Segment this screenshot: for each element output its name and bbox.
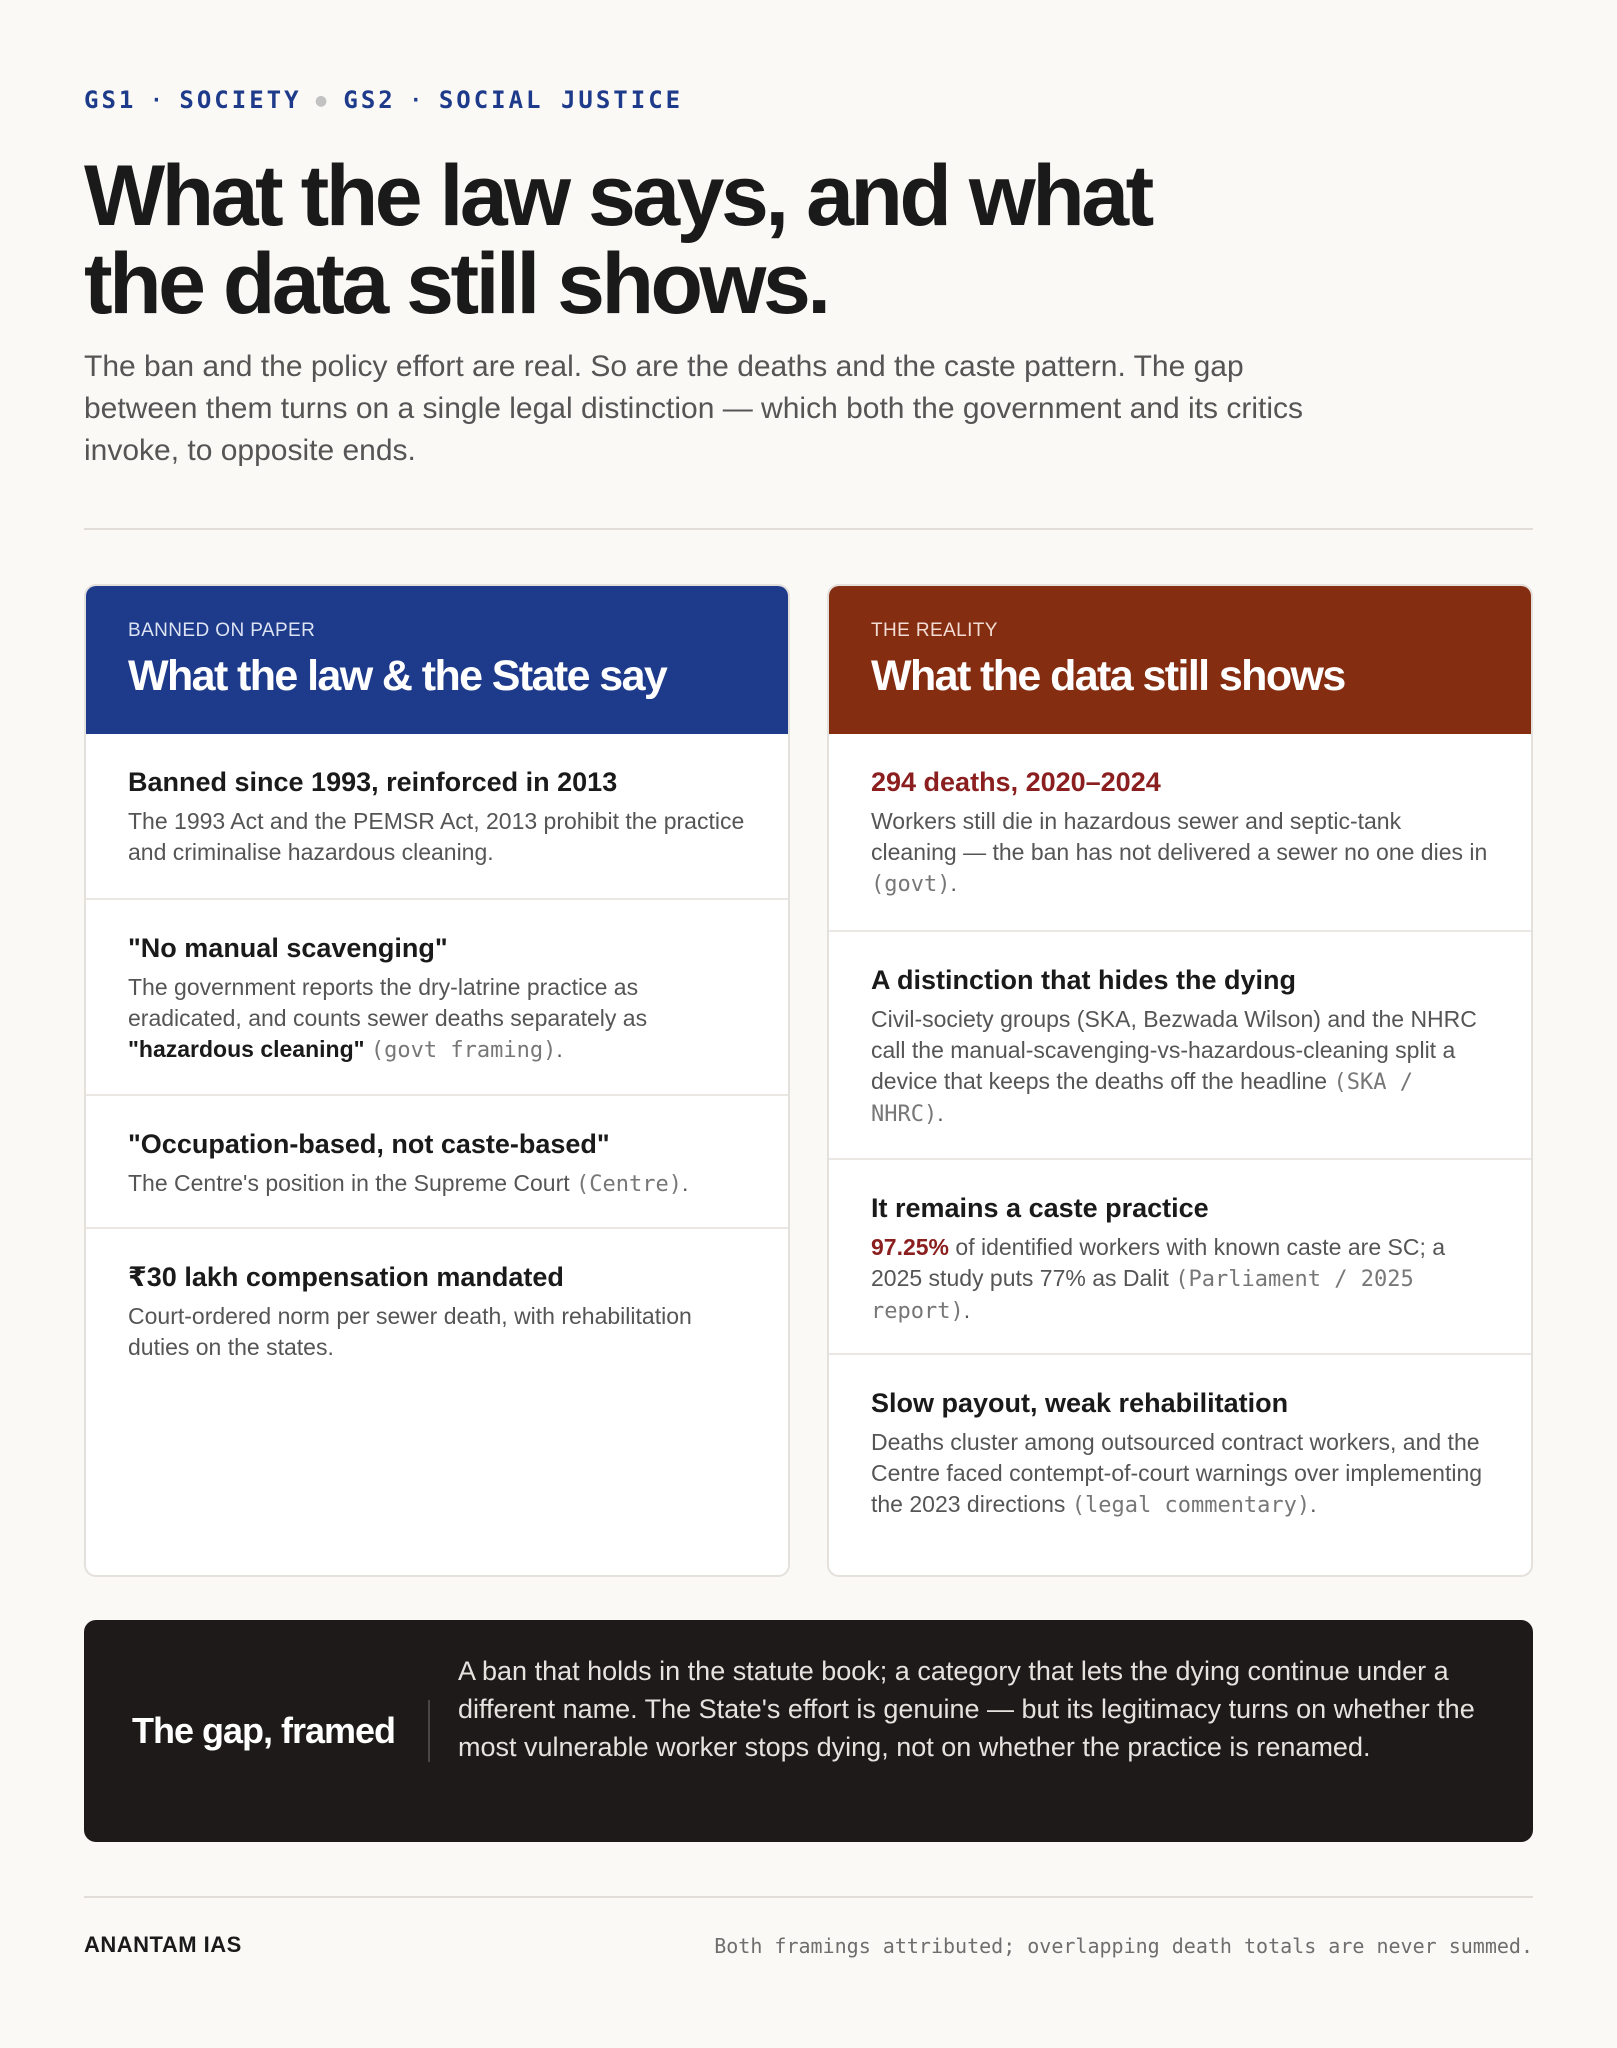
tag-separator-bullet: ●: [315, 89, 330, 111]
item-body-text: Deaths cluster among outsourced contract workers, and the Centre faced contempt-of-court warnings over implementing the 2023 directions: [871, 1429, 1483, 1517]
reality-item-payout: [829, 1353, 1531, 1575]
tag-society: SOCIETY: [179, 86, 302, 114]
item-body: [128, 972, 748, 1066]
page-subtitle: The ban and the policy effort are real. So are the deaths and the caste pattern. The gap between them turns on a single legal distinction — which both the government and its critics invoke, to opposite ends.: [84, 350, 1303, 467]
item-body: [128, 1168, 748, 1200]
item-tail: .: [950, 870, 957, 896]
item-title: A distinction that hides the dying: [871, 965, 1296, 995]
item-source: (govt framing): [370, 1038, 557, 1063]
item-body-text: of identified workers with known caste are SC; a 2025 study puts 77% as Dalit: [871, 1234, 1446, 1291]
item-body: The 1993 Act and the PEMSR Act, 2013 prohibit the practice and criminalise hazardous cleaning.: [128, 808, 745, 865]
title-line-1: What the law says, and what: [84, 148, 1151, 244]
tag-separator-dot: ·: [150, 88, 166, 112]
law-item-no-scavenging: [86, 898, 788, 1094]
item-source: (Parliament / 2025 report): [871, 1267, 1414, 1324]
item-body: [871, 806, 1491, 900]
item-body: [871, 1232, 1491, 1327]
item-body-emphasis: "hazardous cleaning": [128, 1036, 365, 1062]
item-body-text: Workers still die in hazardous sewer and septic-tank cleaning — the ban has not delivered a sewer no one dies in: [871, 808, 1488, 865]
item-title: "Occupation-based, not caste-based": [128, 1129, 610, 1159]
item-title: Slow payout, weak rehabilitation: [871, 1388, 1289, 1418]
law-panel-kicker: BANNED ON PAPER: [128, 620, 316, 641]
item-source: (Centre): [576, 1172, 682, 1197]
tag-social-justice: SOCIAL JUSTICE: [438, 86, 684, 114]
divider: [84, 528, 1533, 530]
item-highlight-stat: 97.25%: [871, 1234, 950, 1260]
gap-label: The gap, framed: [132, 1710, 396, 1751]
reality-panel: [827, 584, 1533, 1577]
item-tail: .: [937, 1100, 944, 1126]
gap-summary-box: [84, 1620, 1533, 1842]
item-tail: .: [963, 1297, 971, 1323]
tag-gs1: GS1: [84, 86, 137, 114]
law-panel-header: [86, 586, 788, 734]
item-body-text: The government reports the dry-latrine practice as eradicated, and counts sewer deaths separately as: [128, 974, 648, 1031]
item-title: ₹30 lakh compensation mandated: [128, 1262, 564, 1292]
law-item-compensation: [86, 1227, 788, 1427]
reality-panel-kicker: THE REALITY: [871, 620, 998, 641]
item-title: "No manual scavenging": [128, 933, 448, 963]
law-item-ban: [86, 734, 788, 898]
item-source: (SKA / NHRC): [871, 1070, 1413, 1127]
reality-item-caste: [829, 1158, 1531, 1353]
tag-separator-dot: ·: [409, 88, 425, 112]
topic-tags: [84, 86, 683, 114]
tag-gs2: GS2: [343, 86, 396, 114]
item-tail: .: [1310, 1491, 1317, 1517]
reality-item-distinction: [829, 930, 1531, 1158]
item-source: (legal commentary): [1071, 1493, 1311, 1518]
footer-note: Both framings attributed; overlapping death totals are never summed.: [714, 1934, 1533, 1958]
item-body-text: The Centre's position in the Supreme Court: [128, 1170, 577, 1196]
item-body: [871, 1427, 1491, 1521]
item-source: (govt): [871, 872, 951, 897]
item-tail: .: [556, 1036, 563, 1062]
item-title: 294 deaths, 2020–2024: [871, 767, 1161, 797]
reality-item-deaths: [829, 734, 1531, 930]
item-body-text: Civil-society groups (SKA, Bezwada Wilson) and the NHRC call the manual-scavenging-vs-hazardous-cleaning split a device that keeps the deaths off the headline: [871, 1006, 1477, 1094]
law-item-occupation: [86, 1094, 788, 1227]
gap-divider: [428, 1700, 430, 1762]
reality-panel-header: [829, 586, 1531, 734]
item-title: It remains a caste practice: [871, 1193, 1209, 1223]
gap-text: A ban that holds in the statute book; a category that lets the dying continue under a different name. The State's effort is genuine — but its legitimacy turns on whether the most vulnerable worker stops dying, not on whether the practice is renamed.: [458, 1656, 1475, 1762]
page-title: [84, 148, 1384, 332]
footer-divider: [84, 1896, 1533, 1898]
title-line-2: the data still shows.: [84, 236, 828, 332]
item-title: Banned since 1993, reinforced in 2013: [128, 767, 618, 797]
item-body: [871, 1004, 1491, 1130]
reality-panel-title: What the data still shows: [871, 652, 1345, 700]
law-panel: [84, 584, 790, 1577]
item-tail: .: [681, 1170, 689, 1196]
item-body: Court-ordered norm per sewer death, with rehabilitation duties on the states.: [128, 1303, 692, 1360]
footer-brand: ANANTAM IAS: [84, 1932, 242, 1957]
law-panel-title: What the law & the State say: [128, 652, 667, 700]
